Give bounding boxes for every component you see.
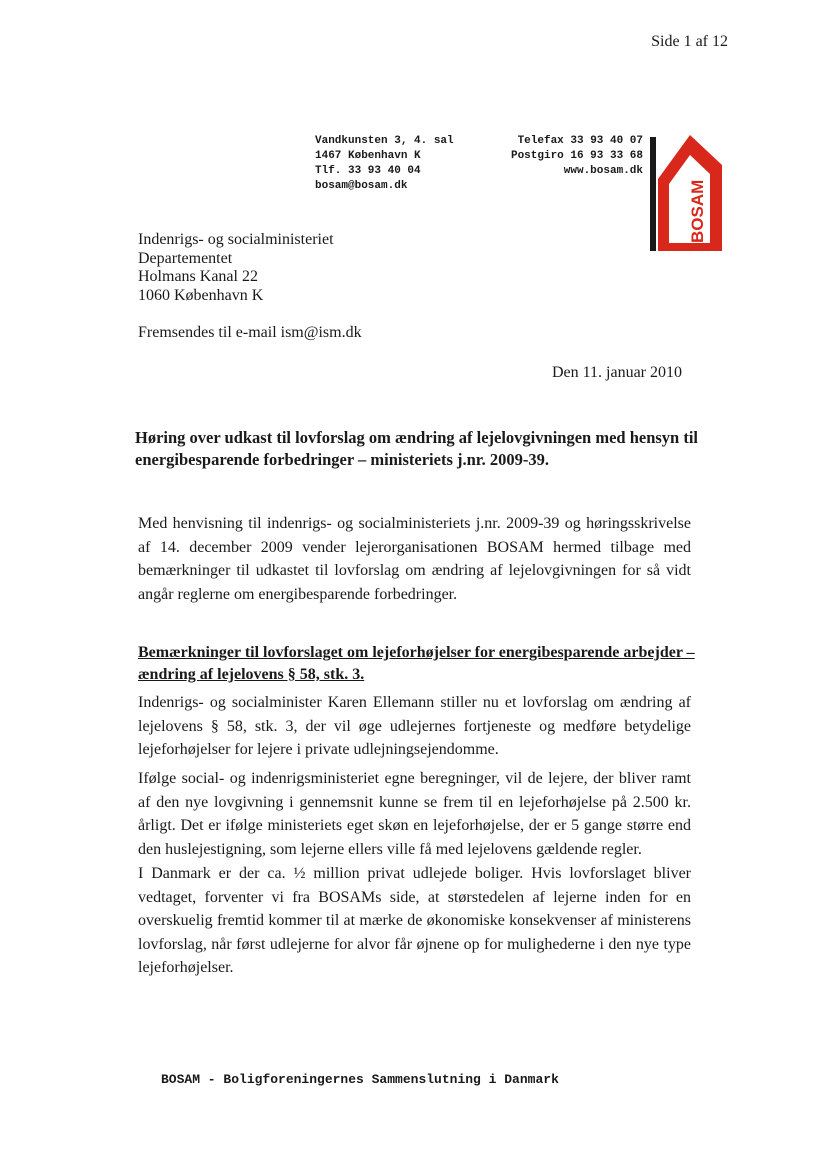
address-street: Vandkunsten 3, 4. sal <box>315 135 454 147</box>
subject-heading: Høring over udkast til lovforslag om ændring af lejelovgivningen med hensyn til energibesparende forbedringer – ministeriets j.nr. 2009-39. <box>135 428 699 469</box>
contact-fax: Telefax 33 93 40 07 <box>517 135 643 147</box>
recipient-address <box>138 231 334 305</box>
logo-text: BOSAM <box>688 179 707 243</box>
recipient-street: Holmans Kanal 22 <box>138 268 258 285</box>
recipient-department: Departementet <box>138 249 233 267</box>
address-phone: Tlf. 33 93 40 04 <box>315 165 421 177</box>
recipient-name: Indenrigs- og socialministeriet <box>138 231 334 248</box>
footer-organization: BOSAM - Boligforeningernes Sammenslutning i Danmark <box>161 1072 559 1087</box>
date-line: Den 11. januar 2010 <box>551 364 682 381</box>
page-number: Side 1 af 12 <box>651 33 728 50</box>
contact-giro: Postgiro 16 93 33 68 <box>510 150 643 162</box>
section-heading: Bemærkninger til lovforslaget om lejeforhøjelser for energibesparende arbejder – ændring af lejelovens § 58, stk. 3. <box>138 644 695 683</box>
email-line: Fremsendes til e-mail ism@ism.dk <box>138 324 362 341</box>
address-email: bosam@bosam.dk <box>315 180 408 192</box>
house-logo-icon <box>650 131 722 251</box>
intro-paragraph: Med henvisning til indenrigs- og socialministeriets j.nr. 2009-39 og høringsskrivelse af 14. december 2009 vender lejerorganisationen BOSAM hermed tilbage med bemærkninger til udkastet til lovforslag om ændring af lejelovgivningen for så vidt angår reglerne om energibesparende forbedringer. <box>138 515 691 603</box>
body-paragraph: Ifølge social- og indenrigsministeriet egne beregninger, vil de lejere, der bliver ramt af den nye lovgivning i gennemsnit kunne se frem til en lejeforhøjelse på 2.500 kr. årligt. Det er ifølge ministeriets eget skøn en lejeforhøjelse, der er 5 gange større end den huslejestigning, som lejerne ellers ville få med lejelovens gældende regler. <box>138 770 691 858</box>
body-paragraph: I Danmark er der ca. ½ million privat udlejede boliger. Hvis lovforslaget bliver vedtaget, forventer vi fra BOSAMs side, at størstedelen af lejerne inden for en overskuelig fremtid kommer til at mærke de økonomiske konsekvenser af ministerens lovforslag, når først udlejerne for alvor får øjnene op for mulighederne i den nye type lejeforhøjelser. <box>138 865 691 977</box>
bosam-logo <box>650 131 722 251</box>
contact-info-block <box>488 134 643 179</box>
recipient-city: 1060 København K <box>138 286 264 304</box>
body-paragraph: Indenrigs- og socialminister Karen Ellemann stiller nu et lovforslag om ændring af lejelovens § 58, stk. 3, der vil øge udlejernes fortjeneste og medføre betydelige lejeforhøjelser for lejere i private udlejningsejendomme. <box>138 694 691 759</box>
contact-website: www.bosam.dk <box>563 165 643 177</box>
contact-address-block <box>315 134 454 194</box>
address-city: 1467 København K <box>315 150 421 162</box>
